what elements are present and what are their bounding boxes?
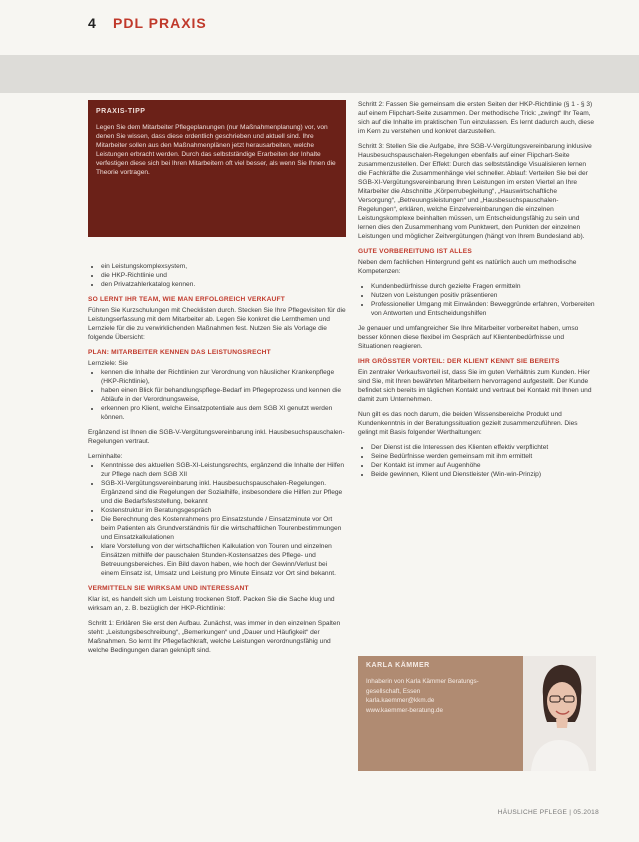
heading-vermitteln: VERMITTELN SIE WIRKSAM UND INTERESSANT <box>88 585 249 592</box>
list-item: • Kenntnisse des aktuellen SGB-XI-Leistungsrechts, ergänzend die Inhalte der Hilfen zur Pflege nach dem SGB XII <box>101 461 346 479</box>
lerninhalte-list <box>88 461 346 578</box>
header-band <box>0 55 639 93</box>
list-item: • klare Vorstellung von der wirtschaftlichen Kalkulation von Touren und einzelnen Einsätzen mithilfe der pauschalen Stunden-Kostensatzes des Pflege- und Betreuungsbereiches. Ein Bild davon haben, wie hoch der Gewinn/Verlust bei einem Einsatz ist, Umsatz und Leistung pro Minute Einsatz vor Ort sind bekannt. <box>101 542 346 578</box>
paragraph: Je genauer und umfangreicher Sie Ihre Mitarbeiter vorbereitet haben, umso besser können diese flexibel im Gespräch auf Klientenbedürfnisse und Situationen reagieren. <box>358 325 579 350</box>
list-item: • Seine Bedürfnisse werden gemeinsam mit ihm ermittelt <box>371 452 596 461</box>
list-item: • haben einen Blick für behandlungspflege-Bedarf im Pflegeprozess und kennen die Abläufe in der Verordnungsweise, <box>101 386 346 404</box>
paragraph: Führen Sie Kurzschulungen mit Checklisten durch. Stecken Sie Ihre Pflegevisiten für die Leistungserfassung mit dem Mitarbeiter ab. Legen Sie konkret die Lernthemen und Lernziele für die zu verwirklichenden Maßnahmen fest. Nutzen Sie als Vorlage die folgende Übersicht: <box>88 307 346 341</box>
method-bullet-list <box>358 282 596 318</box>
list-item: • ein Leistungskomplexsystem, <box>101 262 346 271</box>
tip-box <box>88 100 346 237</box>
paragraph: Ein zentraler Verkaufsvorteil ist, dass Sie im guten Verhältnis zum Kunden. Hier sind Sie, mit Ihren bewährten Mitarbeitern hervorragend aufgestellt. Der Kunde befindet sich bereits im täglichen Kontakt und vertraut bei Kontakt mit Ihnen und damit zum Unternehmen. <box>358 369 592 403</box>
list-item: • kennen die Inhalte der Richtlinien zur Verordnung von häuslicher Krankenpflege (HKP-Richtlinie), <box>101 368 346 386</box>
list-item: • den Privatzahlerkatalog kennen. <box>101 280 346 289</box>
list-item: • Nutzen von Leistungen positiv präsentieren <box>371 291 596 300</box>
page-footer: HÄUSLICHE PFLEGE | 05.2018 <box>497 809 599 816</box>
lernziele-list <box>88 368 346 422</box>
right-column <box>358 100 596 485</box>
list-item: • Kostenstruktur im Beratungsgespräch <box>101 506 346 515</box>
page-number: 4 <box>88 15 96 31</box>
profile-email: karla.kaemmer@kkm.de <box>366 697 435 704</box>
lerninhalte-label: Lerninhalte: <box>88 453 123 460</box>
list-item: • die HKP-Richtlinie und <box>101 271 346 280</box>
left-column <box>88 262 346 661</box>
heading-plan: PLAN: MITARBEITER KENNEN DAS LEISTUNGSRECHT <box>88 349 271 356</box>
intro-bullet-list <box>88 262 346 289</box>
paragraph: Ergänzend ist Ihnen die SGB-V-Vergütungsvereinbarung inkl. Hausbesuchspauschalen-Regelungen vertraut. <box>88 429 345 445</box>
list-item: • SGB-XI-Vergütungsvereinbarung inkl. Hausbesuchspauschalen-Regelungen. Ergänzend sind die Regelungen der Sozialhilfe, insbesondere die Hilfen zur Pflege und die Bedarfsfeststellung, bekannt <box>101 479 346 506</box>
portrait-illustration <box>523 656 596 771</box>
profile-info <box>358 656 523 771</box>
tip-title: PRAXIS-TIPP <box>96 108 146 115</box>
paragraph: Neben dem fachlichen Hintergrund geht es natürlich auch um methodische Kompetenzen: <box>358 259 577 275</box>
paragraph: Schritt 3: Stellen Sie die Aufgabe, ihre SGB-V-Vergütungsvereinbarung inklusive Hausbesuchspauschalen-Regelungen ebenfalls auf einer Flipchart-Seite zusammenzustellen. Der Effekt: Durch das selbstständige Visualisieren lernen die Fachkräfte die Zusammenhänge viel schneller. Ablauf: Verteilen Sie bei der SGB-XI-Vergütungsvereinbarung Ihren Leistungen im ersten Viertel an Ihre Mitarbeiter die Abschnitte „Körperrubegleitung“, „Hauswirtschaftliche Versorgung“, „Betreuungsleistungen“ und „Hausbesuchspauschalen-Regelungen“, erklären, welche Einzelvereinbarungen die einzelnen Leistungskomplexe beinhalten müssen, um Entscheidungsfähig zu sein und lernen dies den Zusammenhang vom Punktwert, den Punkten der einzelnen Leistungen und möglicher Zeitvergütungen (hängt von Ihrem Bundesland ab). <box>358 143 592 240</box>
list-item: • Der Kontakt ist immer auf Augenhöhe <box>371 461 596 470</box>
profile-website: www.kaemmer-beratung.de <box>366 706 443 714</box>
profile-line: Inhaberin von Karla Kämmer Beratungs- <box>366 678 479 685</box>
list-item: • Beide gewinnen, Klient und Dienstleister (Win-win-Prinzip) <box>371 470 596 479</box>
list-item: • Der Dienst ist die Interessen des Klienten effektiv verpflichtet <box>371 443 596 452</box>
tip-text: Legen Sie dem Mitarbeiter Pflegeplanungen (nur Maßnahmenplanung) vor, von denen Sie wissen, dass diese ordentlich geschrieben und aktuell sind. Ihre Mitarbeiter sollen aus den Maßnahmenplänen jetzt herausarbeiten, welche Leistungen erbracht werden. Durch das selbstständige Erarbeiten der Inhalte verfestigen diese sich bei Ihren Mitarbeitern oft viel besser, als wenn Sie Ihnen die Theorie vortragen. <box>96 124 336 176</box>
page-header <box>0 0 639 44</box>
heading-vorteil: IHR GRÖSSTER VORTEIL: DER KLIENT KENNT SIE BEREITS <box>358 358 560 365</box>
list-item: • Die Berechnung des Kostenrahmens pro Einsatzstunde / Einsatzminute vor Ort beim Patienten als Grundverständnis für die wirtschaftlichen Tourenbestimmungen und Einsatzkalkulationen <box>101 515 346 542</box>
paragraph: Klar ist, es handelt sich um Leistung trockenen Stoff. Packen Sie die Sache klug und wirksam an, z. B. bezüglich der HKP-Richtlinie: <box>88 596 335 612</box>
list-item: • Professioneller Umgang mit Einwänden: Beweggründe erfahren, Vorbereiten von Antworten und Entscheidungshilfen <box>371 300 596 318</box>
heading-vorbereitung: GUTE VORBEREITUNG IST ALLES <box>358 248 472 255</box>
values-bullet-list <box>358 443 596 479</box>
author-profile <box>358 656 596 771</box>
paragraph: Schritt 1: Erklären Sie erst den Aufbau. Zunächst, was immer in den einzelnen Spalten steht: „Leistungsbeschreibung“, „Bemerkungen“ und „Dauer und Häufigkeit“ der Maßnahmen. So lernt Ihr Pflegefachkraft, welche Leistungen verordnungsfähig und welche Bedingungen daran geknüpft sind. <box>88 620 341 654</box>
profile-line: gesellschaft, Essen <box>366 687 421 695</box>
heading-team-learning: SO LERNT IHR TEAM, WIE MAN ERFOLGREICH VERKAUFT <box>88 296 285 303</box>
lernziele-label: Lernziele: Sie <box>88 360 128 367</box>
list-item: • Kundenbedürfnisse durch gezielte Fragen ermitteln <box>371 282 596 291</box>
author-name: KARLA KÄMMER <box>366 662 430 669</box>
paragraph: Nun gilt es das noch darum, die beiden Wissensbereiche Produkt und Kundenkenntnis in der Beratungssituation gezielt zusammenzuführen. Dies gelingt mit Basis folgender Werthaltungen: <box>358 411 578 436</box>
section-title: PDL PRAXIS <box>113 15 207 31</box>
list-item: • erkennen pro Klient, welche Einsatzpotentiale aus dem SGB XI genutzt werden können. <box>101 404 346 422</box>
author-photo <box>523 656 596 771</box>
paragraph: Schritt 2: Fassen Sie gemeinsam die ersten Seiten der HKP-Richtlinie (§ 1 - § 3) auf einem Flipchart-Seite zusammen. Der methodische Trick: „zwingt“ Ihr Team, sich auf die Inhalte im praktischen Tun einzulassen. Es lernt dadurch auch, diese im Kern zu verstehen und konkret darzustellen. <box>358 101 595 135</box>
